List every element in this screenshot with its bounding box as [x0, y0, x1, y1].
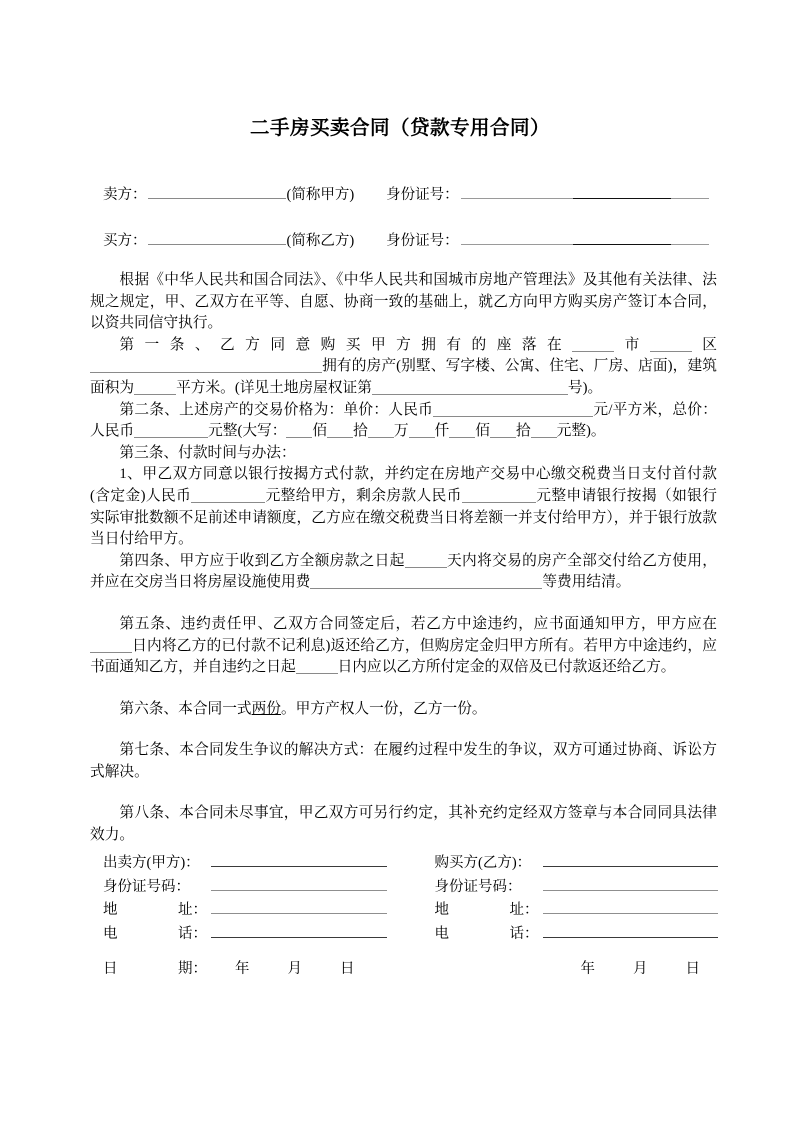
article-1-city-input[interactable]: [572, 336, 614, 352]
article-5-days-input-1[interactable]: [90, 637, 132, 653]
article-2-cap-1: 佰: [312, 423, 328, 440]
article-1-address-input[interactable]: [90, 357, 322, 373]
article-2-cap-5: 佰: [475, 423, 490, 440]
buyer-signature-row: [435, 851, 719, 875]
seller-phone-label-part-1: 电: [103, 925, 118, 942]
article-1-seg-2: 市: [614, 336, 650, 353]
article-2-cap-4: 仟: [434, 423, 450, 440]
article-2-seg-3: 元整(大写：: [208, 423, 287, 440]
buyer-id-number-label: 身份证号码：: [434, 878, 522, 895]
article-2-capital-input-1[interactable]: [286, 422, 312, 438]
article-6-seg-2: 。甲方产权人一份，乙方一份。: [280, 700, 487, 717]
article-5-days-input-2[interactable]: [296, 658, 338, 674]
seller-address-label-part-2: 址：: [178, 902, 207, 918]
article-2-capital-input-7[interactable]: [531, 422, 557, 438]
article-1-seg-5: 平方米。(详见土地房屋权证第: [176, 379, 372, 396]
buyer-signature-input[interactable]: [543, 851, 719, 867]
article-5-seg-3: 日内应以乙方所付定金的双倍及已付款返还给乙方。: [337, 659, 676, 676]
article-2-seg-2: 元/平方米，总价：人民币: [90, 401, 717, 440]
signature-columns: [103, 851, 718, 945]
party-header-block: [103, 183, 718, 275]
preamble-paragraph: 根据《中华人民共和国合同法》、《中华人民共和国城市房地产管理法》及其他有关法律、法规之规定，甲、乙双方在平等、自愿、协商一致的基础上，就乙方向甲方购买房产签订本合同，以资共同信守执行。: [90, 272, 717, 332]
article-2-capital-input-3[interactable]: [368, 422, 394, 438]
seller-name-input[interactable]: [148, 183, 286, 199]
page-title: 二手房买卖合同（贷款专用合同）: [249, 118, 550, 139]
article-5-seg-2: 日内将乙方的已付款不记利息)返还给乙方，但购房定金归甲方所有。若甲方中途违约，应书面通知乙方，并自违约之日起: [90, 637, 717, 676]
article-2-capital-input-6[interactable]: [490, 422, 516, 438]
seller-date-month[interactable]: 月: [287, 961, 302, 977]
article-4-days-input[interactable]: [405, 552, 447, 568]
buyer-id-number-input[interactable]: [543, 875, 719, 891]
article-7: 第七条、本合同发生争议的解决方式：在履约过程中发生的争议，双方可通过协商、诉讼方式解决。: [90, 742, 717, 780]
article-4: [90, 551, 717, 594]
seller-phone-row: [103, 922, 387, 946]
seller-date-group: [103, 957, 355, 978]
buyer-date-month[interactable]: 月: [633, 961, 648, 977]
seller-address-label-part-1: 地: [103, 902, 118, 918]
seller-id-input[interactable]: [461, 184, 709, 199]
article-3-downpayment-input[interactable]: [191, 487, 265, 503]
buyer-phone-row: [435, 922, 719, 946]
seller-signature-column: [103, 851, 387, 945]
buyer-alias: (简称乙方): [286, 233, 355, 249]
buyer-id-input[interactable]: [461, 230, 709, 245]
article-4-seg-1: 第四条、甲方应于收到乙方全额房款之日起: [119, 552, 405, 569]
seller-label: 卖方：: [103, 187, 147, 203]
article-1: [90, 335, 717, 400]
seller-signature-row: [103, 851, 387, 875]
article-3-seg-3: 元整申请银行按揭（如银行实际审批数额不足前述申请额度，乙方应在缴交税费当日将差额一并支付给甲方），并于银行放款当日付给甲方。: [90, 487, 717, 548]
article-2-cap-2: 拾: [353, 423, 368, 440]
article-2: [90, 400, 717, 443]
article-3-balance-input[interactable]: [462, 487, 536, 503]
article-3-item-1: [90, 464, 717, 550]
article-2-total-price-input[interactable]: [134, 422, 208, 438]
article-8: 第八条、本合同未尽事宜，甲乙双方可另行约定，其补充约定经双方签章与本合同同具法律效力。: [90, 805, 717, 844]
seller-id-label: 身份证号：: [386, 187, 459, 203]
seller-phone-label-part-2: 话：: [178, 925, 207, 942]
buyer-signature-label: 购买方(乙方)：: [434, 855, 532, 871]
article-1-certificate-input[interactable]: [372, 379, 568, 395]
article-4-utility-fee-input[interactable]: [310, 573, 542, 589]
buyer-phone-label: [435, 923, 539, 947]
article-4-seg-3: 等费用结清。: [542, 574, 631, 591]
seller-id-row: [103, 875, 387, 899]
article-2-capital-input-5[interactable]: [449, 422, 475, 438]
seller-signature-label: 出卖方(甲方)：: [103, 855, 200, 871]
signature-block: [103, 851, 718, 945]
seller-date-year[interactable]: 年: [235, 961, 250, 977]
article-2-seg-1: 第二条、上述房产的交易价格为：单价：人民币: [119, 401, 434, 418]
date-row: [103, 957, 718, 978]
article-2-capital-input-2[interactable]: [327, 422, 353, 438]
buyer-address-label-part-1: 地: [434, 902, 449, 918]
seller-alias: (简称甲方): [286, 187, 355, 203]
article-2-seg-4: 元整)。: [556, 423, 606, 440]
article-1-seg-6: 号)。: [567, 379, 603, 396]
seller-address-input[interactable]: [211, 898, 387, 914]
buyer-label: 买方：: [103, 233, 147, 249]
article-2-cap-3: 万: [393, 423, 409, 440]
buyer-row: [103, 229, 718, 251]
article-4-seg-2: 天内将交易的房产全部交付给乙方使用，并应在交房当日将房屋设施使用费: [90, 552, 717, 591]
article-5-seg-1: 第五条、违约责任甲、乙双方合同签定后，若乙方中途违约，应书面通知甲方，甲方应在: [119, 615, 717, 632]
seller-row: [103, 183, 718, 205]
buyer-signature-column: [435, 851, 719, 945]
seller-id-number-input[interactable]: [211, 875, 387, 891]
seller-signature-input[interactable]: [211, 851, 387, 867]
article-1-seg-4: 拥有的房产(别墅、写字楼、公寓、住宅、厂房、店面)，建筑面积为: [90, 358, 717, 396]
article-6: [90, 699, 717, 721]
buyer-phone-input[interactable]: [543, 922, 719, 938]
date-label: [103, 957, 207, 978]
buyer-address-row: [435, 898, 719, 922]
article-3-seg-1: 1、甲乙双方同意以银行按揭方式付款，并约定在房地产交易中心缴交税费当日支付首付款(含定金)人民币: [90, 466, 717, 504]
article-1-area-input[interactable]: [134, 379, 176, 395]
buyer-phone-label-part-1: 电: [434, 925, 449, 942]
buyer-date-year[interactable]: 年: [580, 961, 595, 977]
contract-body: [90, 270, 717, 847]
seller-address-label: [103, 899, 207, 923]
seller-id-number-label: 身份证号码：: [103, 878, 190, 895]
article-6-copies-count: 两份: [251, 700, 281, 717]
seller-date-day[interactable]: 日: [340, 961, 355, 977]
article-3-seg-2: 元整给甲方，剩余房款人民币: [265, 487, 462, 504]
buyer-name-input[interactable]: [148, 229, 286, 245]
article-1-district-input[interactable]: [650, 336, 692, 352]
seller-phone-input[interactable]: [211, 922, 387, 938]
seller-phone-label: [103, 923, 207, 947]
buyer-address-label-part-2: 址：: [509, 902, 539, 918]
buyer-date-day[interactable]: 日: [685, 961, 700, 977]
article-2-cap-6: 拾: [515, 423, 531, 440]
seller-date-fields: [235, 957, 355, 978]
seller-address-row: [103, 898, 387, 922]
buyer-id-label: 身份证号：: [386, 233, 459, 249]
article-3-heading: 第三条、付款时间与办法：: [119, 444, 296, 461]
buyer-date-fields: [581, 957, 719, 978]
article-5: [90, 614, 717, 679]
seller-id-underline-emphasis: [573, 198, 671, 199]
buyer-id-underline-emphasis: [573, 244, 671, 245]
date-label-part-2: 期：: [178, 961, 207, 977]
buyer-id-row: [435, 875, 719, 899]
article-1-seg-3: 区: [691, 336, 717, 353]
buyer-address-label: [435, 899, 539, 923]
article-1-seg-1: 第一条、乙方同意购买甲方拥有的座落在: [119, 336, 573, 353]
article-6-seg-1: 第六条、本合同一式: [119, 700, 252, 717]
date-label-part-1: 日: [103, 961, 118, 977]
article-2-capital-input-4[interactable]: [409, 422, 435, 438]
buyer-phone-label-part-2: 话：: [509, 925, 539, 942]
buyer-address-input[interactable]: [543, 898, 719, 914]
article-2-unit-price-input[interactable]: [433, 401, 593, 417]
